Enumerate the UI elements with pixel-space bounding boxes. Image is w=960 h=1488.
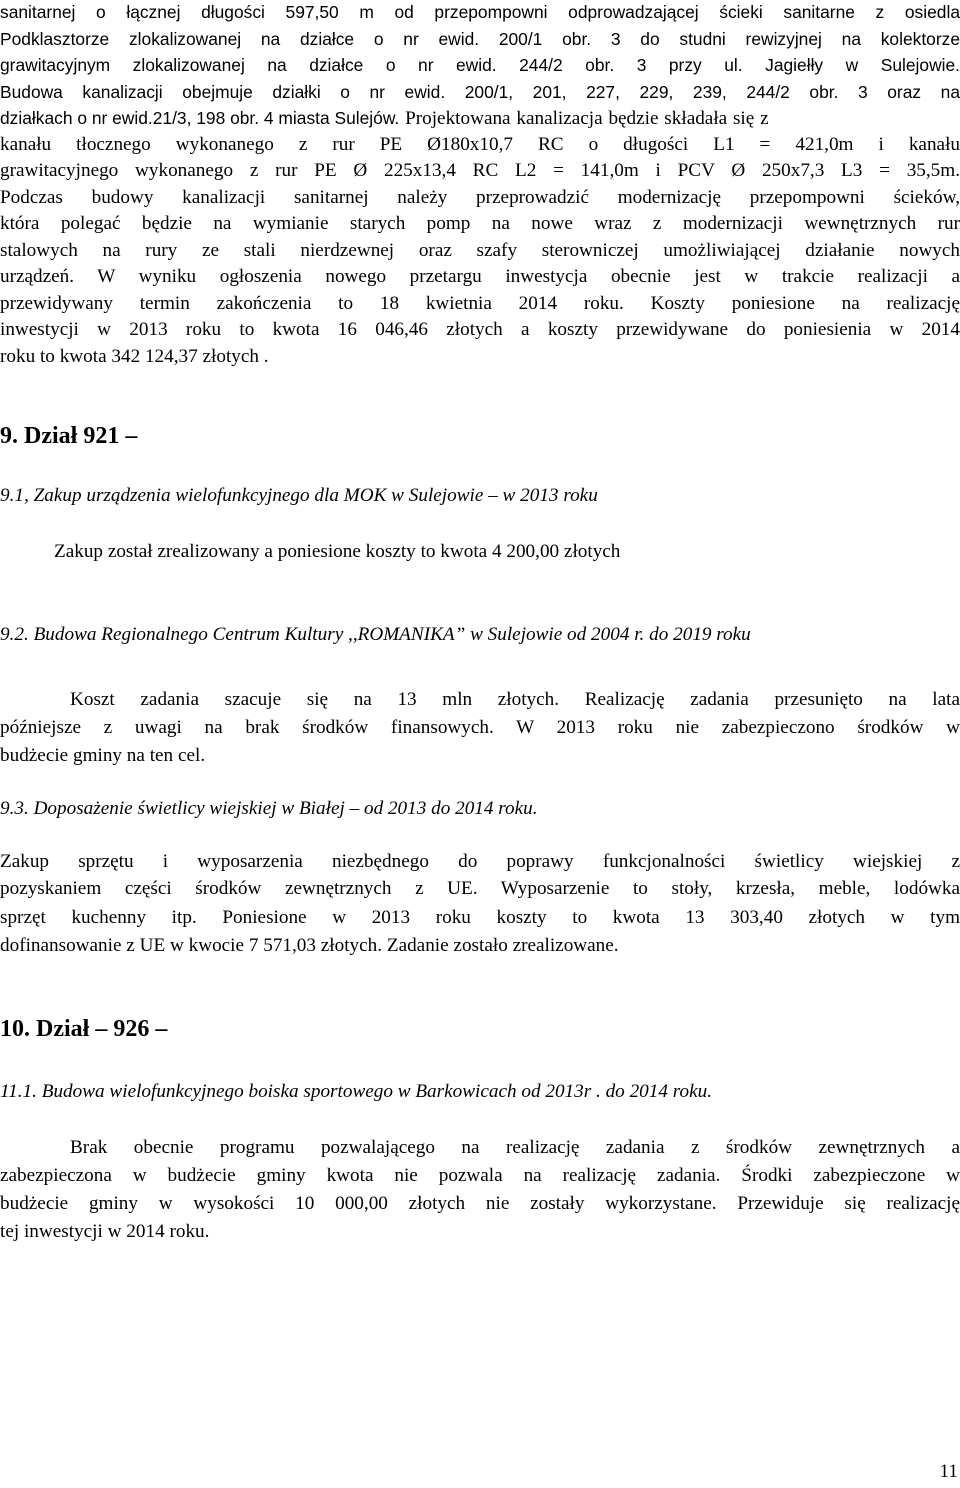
intro-line: Podczas budowy kanalizacji sanitarnej należy przeprowadzić modernizację przepompowni ścieków, [0, 187, 960, 208]
page-number: 11 [939, 1461, 958, 1482]
item-title-9-3: 9.3. Doposażenie świetlicy wiejskiej w Białej – od 2013 do 2014 roku. [0, 798, 538, 819]
item-text-11-1: tej inwestycji w 2014 roku. [0, 1221, 210, 1242]
intro-line-serif-part: Projektowana kanalizacja będzie składała się z [399, 108, 769, 129]
intro-line: Budowa kanalizacji obejmuje działki o nr ewid. 200/1, 201, 227, 229, 239, 244/2 obr. 3 oraz na [0, 82, 960, 102]
intro-line: Podklasztorze zlokalizowanej na działce o nr ewid. 200/1 obr. 3 do studni rewizyjnej na kolektorze [0, 29, 960, 49]
section-heading-926: 10. Dział – 926 – [0, 1016, 168, 1042]
item-text-11-1: Brak obecnie programu pozwalającego na realizację zadania z środków zewnętrznych a [70, 1137, 960, 1158]
intro-line: kanału tłocznego wykonanego z rur PE Ø180x10,7 RC o długości L1 = 421,0m i kanału [0, 134, 960, 155]
intro-line: grawitacyjnego wykonanego z rur PE Ø 225x13,4 RC L2 = 141,0m i PCV Ø 250x7,3 L3 = 35,5m. [0, 160, 960, 181]
item-text-9-3: Zakup sprzętu i wyposarzenia niezbędnego do poprawy funkcjonalności świetlicy wiejskiej z [0, 851, 960, 872]
intro-line [0, 106, 769, 131]
item-text-9-3: sprzęt kuchenny itp. Poniesione w 2013 roku koszty to kwota 13 303,40 złotych w tym [0, 907, 960, 928]
item-text-11-1: zabezpieczona w budżecie gminy kwota nie pozwala na realizację zadania. Środki zabezpieczone w [0, 1165, 960, 1186]
item-title-9-1: 9.1, Zakup urządzenia wielofunkcyjnego dla MOK w Sulejowie – w 2013 roku [0, 485, 598, 506]
item-text-9-3: pozyskaniem części środków zewnętrznych z UE. Wyposarzenie to stoły, krzesła, meble, lodówka [0, 878, 960, 899]
intro-line: urządzeń. W wyniku ogłoszenia nowego przetargu inwestycja obecnie jest w trakcie realizacji a [0, 266, 960, 287]
item-title-11-1: 11.1. Budowa wielofunkcyjnego boiska sportowego w Barkowicach od 2013r . do 2014 roku. [0, 1081, 712, 1102]
item-title-9-2: 9.2. Budowa Regionalnego Centrum Kultury ,,ROMANIKA” w Sulejowie od 2004 r. do 2019 roku [0, 624, 751, 645]
item-text-9-1: Zakup został zrealizowany a poniesione koszty to kwota 4 200,00 złotych [54, 541, 621, 562]
section-heading-921: 9. Dział 921 – [0, 423, 138, 449]
intro-line: sanitarnej o łącznej długości 597,50 m od przepompowni odprowadzającej ścieki sanitarne z osiedla [0, 2, 960, 22]
intro-line: roku to kwota 342 124,37 złotych . [0, 346, 269, 367]
item-text-9-2: Koszt zadania szacuje się na 13 mln złotych. Realizację zadania przesunięto na lata [70, 689, 960, 710]
intro-line: stalowych na rury ze stali nierdzewnej oraz szafy sterowniczej umożliwiającej działanie nowych [0, 240, 960, 261]
item-text-9-2: budżecie gminy na ten cel. [0, 745, 206, 766]
item-text-11-1: budżecie gminy w wysokości 10 000,00 złotych nie zostały wykorzystane. Przewiduje się realizację [0, 1193, 960, 1214]
item-text-9-2: późniejsze z uwagi na brak środków finansowych. W 2013 roku nie zabezpieczono środków w [0, 717, 960, 738]
intro-line: która polegać będzie na wymianie starych pomp na nowe wraz z modernizacji wewnętrznych rur [0, 213, 960, 234]
intro-line: inwestycji w 2013 roku to kwota 16 046,46 złotych a koszty przewidywane do poniesienia w 2014 [0, 319, 960, 340]
intro-line: grawitacyjnym zlokalizowanej na działce o nr ewid. 244/2 obr. 3 przy ul. Jagiełły w Sulejowie. [0, 55, 960, 75]
intro-line-sans-part: działkach o nr ewid.21/3, 198 obr. 4 miasta Sulejów. [0, 108, 400, 128]
intro-line: przewidywany termin zakończenia to 18 kwietnia 2014 roku. Koszty poniesione na realizację [0, 293, 960, 314]
item-text-9-3: dofinansowanie z UE w kwocie 7 571,03 złotych. Zadanie zostało zrealizowane. [0, 935, 619, 956]
